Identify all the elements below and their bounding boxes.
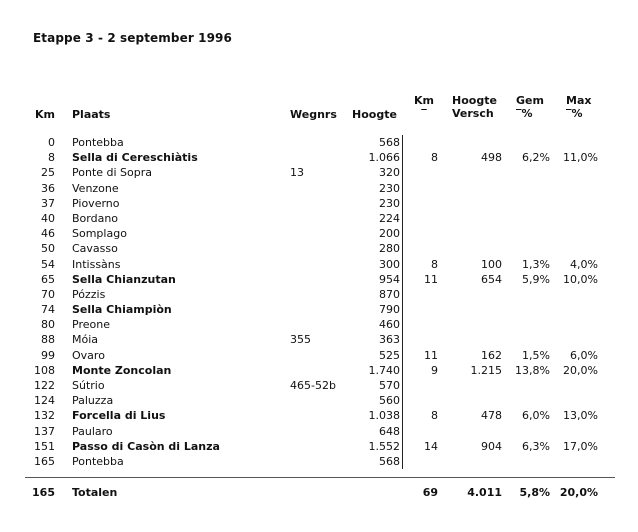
header-hoogte-label: Hoogte	[352, 108, 397, 121]
km-cell: 37	[41, 196, 55, 210]
km-cell: 132	[34, 409, 55, 423]
max-cell: 6,0%	[570, 348, 598, 362]
hoogte-cell: 363	[379, 333, 400, 347]
header-km-label: Km	[35, 108, 55, 121]
plaats-cell: Móia	[72, 333, 99, 347]
plaats-cell: Pózzis	[72, 287, 106, 301]
hoogte-cell: 1.552	[368, 439, 400, 453]
header-gem	[516, 94, 544, 120]
hoogte-versch-cell: 162	[481, 348, 502, 362]
km-cell: 65	[41, 272, 55, 286]
hoogte-cell: 570	[379, 379, 400, 392]
hoogte-cell: 460	[379, 318, 400, 332]
header-hoogte-versch-line2: Versch	[452, 107, 494, 120]
km-cell: 40	[41, 211, 55, 225]
km-cell: 151	[34, 439, 55, 453]
plaats-cell: Monte Zoncolan	[72, 363, 172, 377]
hoogte-cell: 560	[379, 394, 400, 408]
page-title: Etappe 3 - 2 september 1996	[33, 31, 232, 45]
table-row	[0, 150, 638, 165]
plaats-cell: Pontebba	[72, 454, 124, 468]
table-row	[0, 393, 638, 408]
table-row	[0, 165, 638, 180]
totals-max: 20,0%	[559, 486, 598, 499]
km-cell: 74	[41, 303, 55, 317]
header-hoogte-versch	[452, 94, 497, 120]
km-cell: 137	[34, 424, 55, 438]
distance-km-cell: 8	[431, 151, 438, 165]
table-row	[0, 135, 638, 150]
header-distance-km-label: Km	[414, 94, 434, 107]
totals-row	[0, 485, 638, 501]
gem-cell: 6,0%	[522, 409, 550, 423]
plaats-cell: Paluzza	[72, 394, 114, 408]
header-distance-km	[414, 94, 434, 120]
header-km	[35, 108, 55, 121]
totals-distance-km: 69	[422, 486, 438, 499]
km-cell: 108	[34, 363, 55, 377]
table-row	[0, 454, 638, 469]
hoogte-cell: 648	[379, 424, 400, 438]
km-cell: 36	[41, 181, 55, 195]
hoogte-versch-cell: 1.215	[470, 363, 502, 377]
table-row	[0, 181, 638, 196]
header-max-label: Max	[566, 94, 592, 107]
plaats-cell: Ponte di Sopra	[72, 166, 153, 180]
table-row	[0, 287, 638, 302]
km-cell: 8	[48, 151, 55, 165]
hoogte-cell: 870	[379, 287, 400, 301]
hoogte-cell: 790	[379, 303, 400, 317]
table-row	[0, 241, 638, 256]
gem-cell: 6,2%	[522, 151, 550, 165]
header-plaats	[72, 108, 110, 121]
plaats-cell: Pioverno	[72, 196, 120, 210]
totals-divider	[25, 477, 615, 478]
km-cell: 46	[41, 227, 55, 241]
plaats-cell: Passo di Casòn di Lanza	[72, 439, 220, 453]
plaats-cell: Cavasso	[72, 242, 118, 256]
hoogte-cell: 280	[379, 242, 400, 256]
distance-km-cell: 8	[431, 257, 438, 271]
km-cell: 0	[48, 136, 55, 149]
hoogte-cell: 1.066	[368, 151, 400, 165]
table-row	[0, 211, 638, 226]
plaats-cell: Pontebba	[72, 136, 124, 149]
table-row	[0, 348, 638, 363]
hoogte-versch-cell: 498	[481, 151, 502, 165]
distance-km-cell: 8	[431, 409, 438, 423]
table-row	[0, 317, 638, 332]
km-cell: 124	[34, 394, 55, 408]
header-hoogte-versch-line1: Hoogte	[452, 94, 497, 107]
header-hoogte	[352, 108, 397, 121]
km-cell: 50	[41, 242, 55, 256]
distance-km-cell: 11	[424, 272, 438, 286]
hoogte-cell: 200	[379, 227, 400, 241]
plaats-cell: Paularo	[72, 424, 113, 438]
hoogte-cell: 1.038	[368, 409, 400, 423]
km-cell: 70	[41, 287, 55, 301]
plaats-cell: Sella Chianzutan	[72, 272, 176, 286]
totals-km: 165	[32, 486, 55, 499]
table-row	[0, 378, 638, 393]
header-max	[566, 94, 591, 120]
header-wegnrs-label: Wegnrs	[290, 108, 337, 121]
hoogte-cell: 230	[379, 196, 400, 210]
table-row	[0, 196, 638, 211]
table-row	[0, 302, 638, 317]
gem-cell: 1,3%	[522, 257, 550, 271]
km-cell: 54	[41, 257, 55, 271]
wegnr-cell: 465-52b	[290, 379, 336, 392]
gem-cell: 6,3%	[522, 439, 550, 453]
hoogte-cell: 525	[379, 348, 400, 362]
header-max-sub: ‾%	[566, 107, 583, 120]
plaats-cell: Venzone	[72, 181, 119, 195]
max-cell: 13,0%	[563, 409, 598, 423]
hoogte-cell: 300	[379, 257, 400, 271]
plaats-cell: Sella di Cereschiàtis	[72, 151, 198, 165]
table-row	[0, 272, 638, 287]
gem-cell: 5,9%	[522, 272, 550, 286]
distance-km-cell: 14	[424, 439, 438, 453]
header-distance-km-sub: ‾	[421, 107, 427, 120]
hoogte-cell: 954	[379, 272, 400, 286]
plaats-cell: Sútrio	[72, 379, 105, 392]
gem-cell: 1,5%	[522, 348, 550, 362]
header-gem-label: Gem	[516, 94, 544, 107]
plaats-cell: Forcella di Lius	[72, 409, 166, 423]
plaats-cell: Intissàns	[72, 257, 121, 271]
stage-table	[0, 135, 638, 469]
plaats-cell: Sella Chiampiòn	[72, 303, 172, 317]
km-cell: 80	[41, 318, 55, 332]
wegnr-cell: 355	[290, 333, 311, 347]
header-gem-sub: ‾%	[516, 107, 533, 120]
km-cell: 88	[41, 333, 55, 347]
table-row	[0, 424, 638, 439]
hoogte-cell: 1.740	[368, 363, 400, 377]
wegnr-cell: 13	[290, 166, 304, 180]
km-cell: 99	[41, 348, 55, 362]
table-row	[0, 332, 638, 347]
hoogte-cell: 568	[379, 454, 400, 468]
hoogte-versch-cell: 100	[481, 257, 502, 271]
km-cell: 122	[34, 379, 55, 392]
plaats-cell: Preone	[72, 318, 110, 332]
distance-km-cell: 11	[424, 348, 438, 362]
header-wegnrs	[290, 108, 337, 121]
max-cell: 17,0%	[563, 439, 598, 453]
table-row	[0, 363, 638, 378]
hoogte-cell: 568	[379, 136, 400, 149]
max-cell: 4,0%	[570, 257, 598, 271]
km-cell: 165	[34, 454, 55, 468]
plaats-cell: Ovaro	[72, 348, 105, 362]
plaats-cell: Somplago	[72, 227, 127, 241]
max-cell: 20,0%	[563, 363, 598, 377]
hoogte-cell: 224	[379, 211, 400, 225]
totals-label: Totalen	[72, 486, 118, 499]
totals-hoogte-versch: 4.011	[467, 486, 502, 499]
totals-gem: 5,8%	[519, 486, 550, 499]
hoogte-versch-cell: 904	[481, 439, 502, 453]
hoogte-cell: 230	[379, 181, 400, 195]
plaats-cell: Bordano	[72, 211, 119, 225]
table-row	[0, 257, 638, 272]
max-cell: 11,0%	[563, 151, 598, 165]
km-cell: 25	[41, 166, 55, 180]
gem-cell: 13,8%	[515, 363, 550, 377]
hoogte-versch-cell: 654	[481, 272, 502, 286]
table-row	[0, 439, 638, 454]
hoogte-versch-cell: 478	[481, 409, 502, 423]
hoogte-cell: 320	[379, 166, 400, 180]
table-row	[0, 408, 638, 423]
header-plaats-label: Plaats	[72, 108, 111, 121]
max-cell: 10,0%	[563, 272, 598, 286]
distance-km-cell: 9	[431, 363, 438, 377]
table-row	[0, 226, 638, 241]
